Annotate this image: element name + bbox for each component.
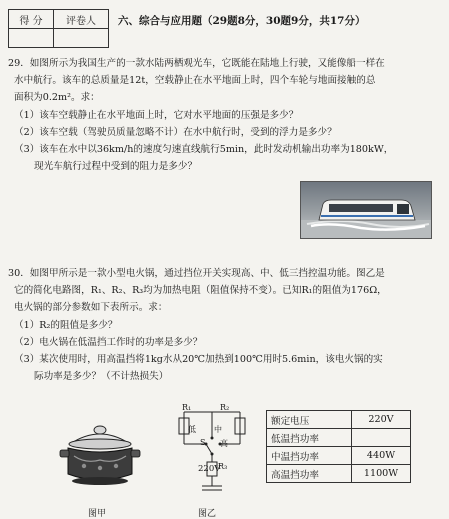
- q29-line: （3）该车在水中以36km/h的速度匀速直线航行5min，此时发动机输出功率为180kW，: [14, 144, 394, 155]
- spec-key: 中温挡功率: [267, 447, 352, 465]
- spec-key: 高温挡功率: [267, 465, 352, 483]
- q30-line: （2）电火锅在低温挡工作时的功率是多少？: [14, 337, 203, 348]
- figure-a-caption: 图甲: [88, 509, 107, 519]
- r3-label: R₃: [218, 462, 228, 471]
- q30-line: 它的简化电路图，R₁、R₂、R₃均为加热电阻（阻值保持不变）。已知R₁的阻值为176Ω，: [14, 285, 387, 296]
- q29-line: 现光车航行过程中受到的阻力是多少？: [34, 161, 198, 172]
- spec-value: 440W: [352, 447, 411, 465]
- spec-key: 额定电压: [267, 411, 352, 429]
- spec-value: 220V: [352, 411, 411, 429]
- section-title: 六、综合与应用题（29题8分，30题9分，共17分）: [118, 15, 366, 27]
- switch-low-label: 低: [188, 425, 196, 434]
- q29-line: 29．如图所示为我国生产的一款水陆两栖观光车，它既能在陆地上行驶，又能像船一样在: [8, 58, 385, 69]
- circuit-diagram: [176, 404, 248, 496]
- r1-label: R₁: [182, 403, 192, 412]
- hotpot-icon: [56, 420, 144, 490]
- figure-b-caption: 图乙: [198, 509, 217, 519]
- q29-line: （1）该车空载静止在水平地面上时，它对水平地面的压强是多少？: [14, 110, 299, 121]
- q29-line: （2）该车空载（驾驶员质量忽略不计）在水中航行时，受到的浮力是多少？: [14, 127, 337, 138]
- switch-mid-label: 中: [214, 425, 222, 434]
- r2-label: R₂: [220, 403, 230, 412]
- bus-icon: [301, 182, 431, 238]
- amphibious-bus-photo: [300, 181, 432, 239]
- q30-line: 电火锅的部分参数如下表所示。求：: [14, 302, 168, 313]
- switch-label: S: [200, 438, 206, 447]
- table-row: [267, 429, 411, 447]
- spec-key: 低温挡功率: [267, 429, 352, 447]
- switch-high-label: 高: [220, 439, 228, 448]
- grader-cell: [54, 29, 109, 48]
- score-box: [8, 9, 109, 48]
- score-label: 得 分: [9, 10, 54, 29]
- voltage-label: 220V: [198, 464, 221, 474]
- score-cell: [9, 29, 54, 48]
- q30-line: （1）R₂的阻值是多少？: [14, 320, 118, 331]
- table-row: [267, 411, 411, 429]
- q30-line: 际功率是多少？（不计热损失）: [34, 371, 169, 382]
- q29-line: 面积为0.2m²。求：: [14, 92, 100, 103]
- spec-value: [352, 429, 411, 447]
- table-row: [267, 465, 411, 483]
- spec-table: [266, 410, 411, 483]
- spec-value: 1100W: [352, 465, 411, 483]
- grader-label: 评卷人: [54, 10, 109, 29]
- q30-line: （3）某次使用时，用高温挡将1kg水从20℃加热到100℃用时5.6min，该电火锅的实: [14, 354, 383, 365]
- table-row: [267, 447, 411, 465]
- q30-line: 30．如图甲所示是一款小型电火锅，通过挡位开关实现高、中、低三挡控温功能。图乙是: [8, 268, 385, 279]
- q29-line: 水中航行。该车的总质量是12t，空载静止在水平地面上时，四个车轮与地面接触的总: [14, 75, 376, 86]
